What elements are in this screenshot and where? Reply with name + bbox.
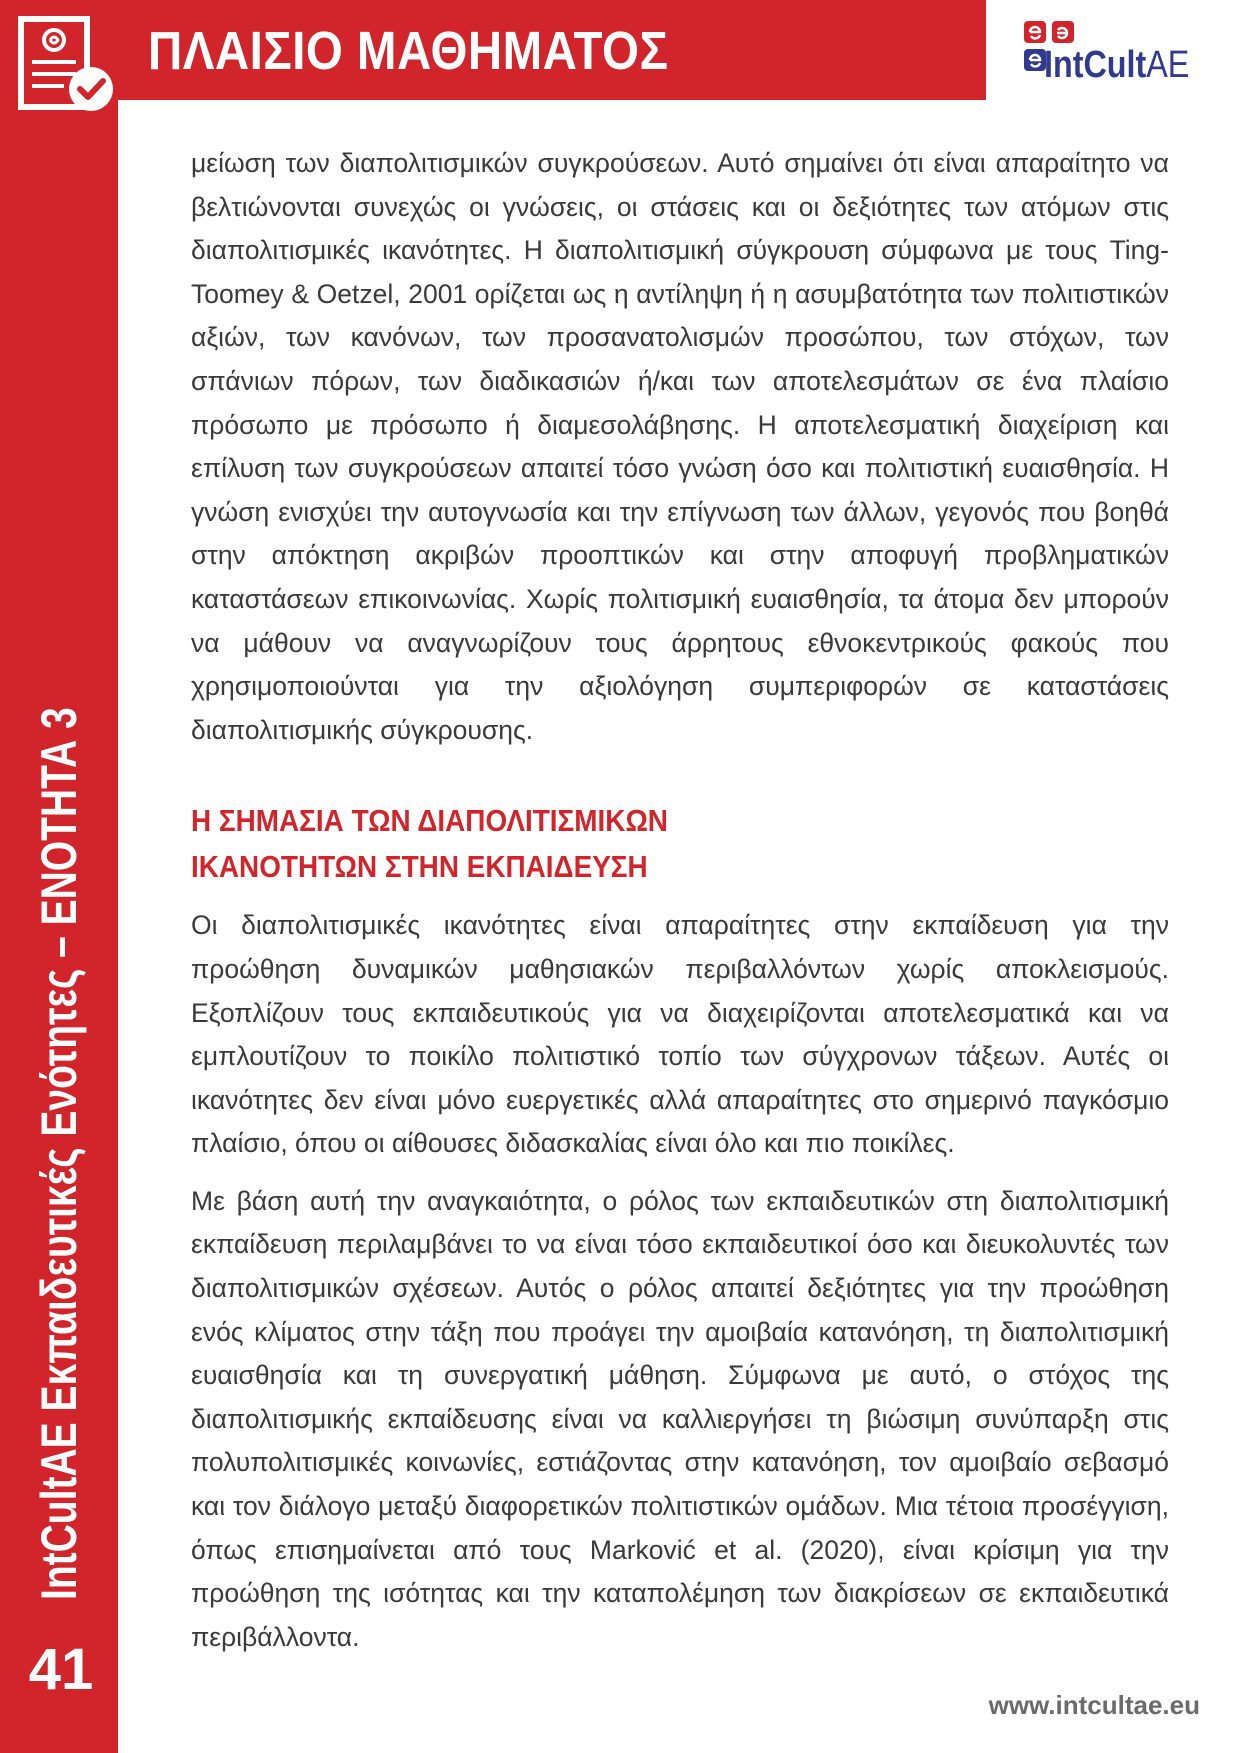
main-content [191,142,1169,1659]
body-paragraph: Οι διαπολιτισμικές ικανότητες είναι απαραίτητες στην εκπαίδευση για την προώθηση δυναμικών μαθησιακών περιβαλλόντων χωρίς αποκλεισμούς. Εξοπλίζουν τους εκπαιδευτικούς για να διαχειρίζονται αποτελεσματικά και να εμπλουτίζουν το ποικίλο πολιτιστικό τοπίο των σύγχρονων τάξεων. Αυτές οι ικανότητες δεν είναι μόνο ευεργετικές αλλά απαραίτητες στο σημερινό παγκόσμιο πλαίσιο, όπου οι αίθουσες διδασκαλίας είναι όλο και πιο ποικίλες. [191,910,1169,1159]
footer-website-link[interactable]: www.intcultae.eu [988,1690,1200,1720]
page-number: 41 [28,1637,94,1702]
sidebar-vertical-title-container [22,390,96,1600]
section-heading [191,798,1169,890]
logo-wordmark [1044,42,1189,88]
body-paragraph: μείωση των διαπολιτισμικών συγκρούσεων. Αυτό σημαίνει ότι είναι απαραίτητο να βελτιώνονται συνεχώς οι γνώσεις, οι στάσεις και οι δεξιότητες των ατόμων στις διαπολιτισμικές ικανότητες. Η διαπολιτισμική σύγκρουση σύμφωνα με τους Ting-Toomey & Oetzel, 2001 ορίζεται ως η αντίληψη ή η ασυμβατότητα των πολιτιστικών αξιών, των κανόνων, των προσανατολισμών προσώπου, των στόχων, των σπάνιων πόρων, των διαδικασιών ή/και των αποτελεσμάτων σε ένα πλαίσιο πρόσωπο με πρόσωπο ή διαμεσολάβησης. Η αποτελεσματική διαχείριση και επίλυση των συγκρούσεων απαιτεί τόσο γνώση όσο και πολιτιστική ευαισθησία. Η γνώση ενισχύει την αυτογνωσία και την επίγνωση των άλλων, γεγονός που βοηθά στην απόκτηση ακριβών προοπτικών και στην αποφυγή προβληματικών καταστάσεων επικοινωνίας. Χωρίς πολιτισμική ευαισθησία, τα άτομα δεν μπορούν να μάθουν να αναγνωρίζουν τους άρρητους εθνοκεντρικούς φακούς που χρησιμοποιούνται για την αξιολόγηση συμπεριφορών σε καταστάσεις διαπολιτισμικής σύγκρουσης. [191,148,1169,745]
checklist-document-icon [18,16,118,132]
section-heading-line: ΙΚΑΝΟΤΗΤΩΝ ΣΤΗΝ ΕΚΠΑΙΔΕΥΣΗ [191,849,648,885]
body-paragraph: Με βάση αυτή την αναγκαιότητα, ο ρόλος των εκπαιδευτικών στη διαπολιτισμική εκπαίδευση περιλαμβάνει το να είναι τόσο εκπαιδευτικοί όσο και διευκολυντές των διαπολιτισμικών σχέσεων. Αυτός ο ρόλος απαιτεί δεξιότητες για την προώθηση ενός κλίματος στην τάξη που προάγει την αμοιβαία κατανόηση, τη διαπολιτισμική ευαισθησία και τη συνεργατική μάθηση. Σύμφωνα με αυτό, ο στόχος της διαπολιτισμικής εκπαίδευσης είναι να καλλιεργήσει τη βιώσιμη συνύπαρξη στις πολυπολιτισμικές κοινωνίες, εστιάζοντας στην κατανόηση, τον αμοιβαίο σεβασμό και τον διάλογο μεταξύ διαφορετικών πολιτιστικών ομάδων. Μια τέτοια προσέγγιση, όπως επισημαίνεται από τους Marković et al. (2020), είναι κρίσιμη για την προώθηση της ισότητας και την καταπολέμηση των διακρίσεων σε εκπαιδευτικά περιβάλλοντα. [191,1185,1169,1652]
sidebar-vertical-title: IntCultAE Εκπαιδευτικές Ενότητες – ΕΝΟΤΗΤΑ 3 [31,707,87,1600]
page-header-title: ΠΛΑΙΣΙΟ ΜΑΘΗΜΑΤΟΣ [148,21,669,81]
logo-text-light: AE [1146,44,1190,86]
logo-text-bold: IntCult [1044,44,1147,86]
section-heading-line: Η ΣΗΜΑΣΙΑ ΤΩΝ ΔΙΑΠΟΛΙΤΙΣΜΙΚΩΝ [191,803,668,839]
